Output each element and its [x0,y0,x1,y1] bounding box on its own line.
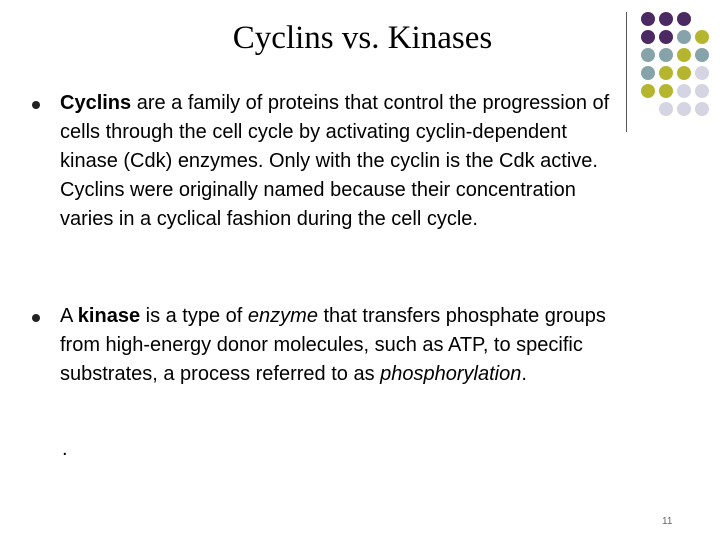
decorative-dot-lavender [695,84,709,98]
decorative-dot-purple [641,12,655,26]
decorative-dot-purple [641,30,655,44]
term-phosphorylation: phosphorylation [380,363,522,385]
decorative-dot-olive [677,48,691,62]
decorative-dot-olive [659,66,673,80]
decorative-dot-olive [641,84,655,98]
term-cyclins: Cyclins [60,92,132,114]
decorative-dot-purple [677,12,691,26]
bullet-icon [32,101,40,109]
cyclins-description: are a family of proteins that control the progression of cells through the cell cycle by activating cyclin-dependent kinase (Cdk) enzymes. Only with the cyclin is the Cdk active. Cyclins were originally named because their concentration varies in a cyclical fashion during the cell cycle. [60,92,610,230]
decorative-dot-olive [677,66,691,80]
decorative-dot-teal [659,48,673,62]
decorative-dot-olive [659,84,673,98]
kinase-lead: A [60,305,78,327]
decorative-dot-lavender [677,84,691,98]
bullet-cyclins [60,89,620,234]
decorative-dot-teal [677,30,691,44]
trailing-period: . [62,438,68,460]
decorative-dot-teal [695,48,709,62]
kinase-text-2: that transfers phosphate groups from high-energy donor molecules, such as ATP, to specific substrates, a process referred to as [60,305,606,385]
slide-title: Cyclins vs. Kinases [232,20,493,56]
decorative-dot-purple [659,30,673,44]
decorative-dot-lavender [695,102,709,116]
decorative-dot-teal [641,66,655,80]
bullet-icon [32,314,40,322]
term-kinase: kinase [77,305,141,327]
decorative-dot-lavender [659,102,673,116]
kinase-text-1: is a type of [140,305,248,327]
kinase-text-3: . [521,363,527,385]
decorative-dot-lavender [695,66,709,80]
page-number: 11 [662,516,673,527]
decorative-dot-teal [641,48,655,62]
decorative-dot-lavender [677,102,691,116]
decorative-dot-purple [659,12,673,26]
term-enzyme: enzyme [247,305,318,327]
decorative-dot-olive [695,30,709,44]
bullet-kinase [60,302,620,389]
